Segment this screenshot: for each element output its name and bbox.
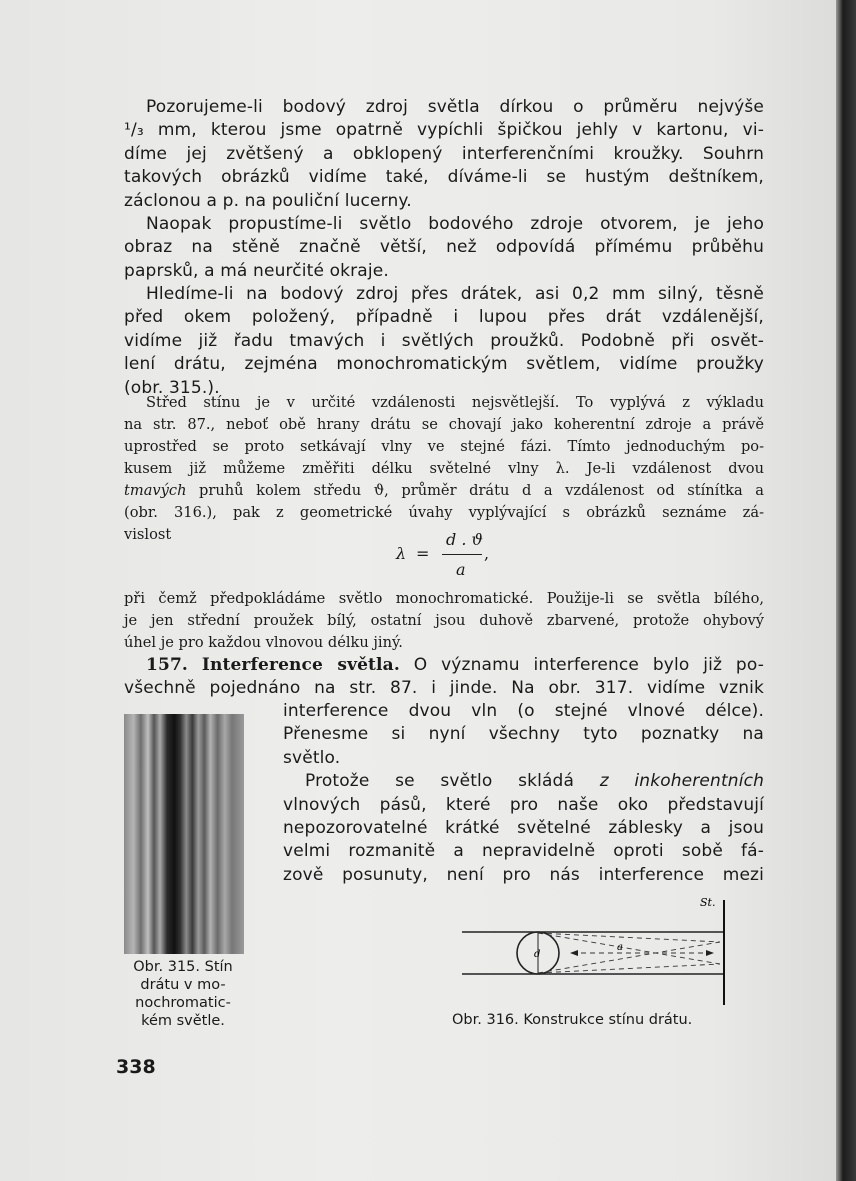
text-line: nepozorovatelné krátké světelné záblesky a jsou bbox=[283, 818, 764, 839]
distance-label: a bbox=[617, 942, 623, 953]
text-line: díme jej zvětšený a obklopený interferenčními kroužky. Souhrn bbox=[124, 143, 764, 164]
text-line bbox=[124, 480, 764, 502]
right-column-text bbox=[283, 700, 764, 887]
paragraph-2 bbox=[124, 213, 764, 283]
italic-term: tmavých bbox=[124, 482, 187, 499]
arrow-left-icon bbox=[570, 950, 578, 956]
section-number: 157. bbox=[146, 655, 189, 675]
book-edge bbox=[836, 0, 856, 1181]
text-line: paprsků, a má neurčité okraje. bbox=[124, 260, 389, 281]
text-line: (obr. 316.), pak z geometrické úvahy vyplývající s obrázků seznáme zá- bbox=[124, 504, 764, 521]
small-print-continuation bbox=[124, 588, 764, 654]
arrow-right-icon bbox=[706, 950, 714, 956]
text-line: Přenesme si nyní všechny tyto poznatky na bbox=[283, 724, 764, 745]
section-157 bbox=[124, 654, 764, 701]
text-line: Střed stínu je v určité vzdálenosti nejsvětlejší. To vyplývá z výkladu bbox=[146, 394, 764, 411]
screen-label: St. bbox=[700, 896, 716, 909]
figure-316-caption: Obr. 316. Konstrukce stínu drátu. bbox=[452, 1012, 693, 1028]
section-title: Interference světla. bbox=[201, 655, 400, 675]
figure-315-caption bbox=[118, 958, 248, 1030]
text-line: na str. 87., neboť obě hrany drátu se chovají jako koherentní zdroje a právě bbox=[124, 416, 764, 433]
formula-lambda: λ bbox=[396, 544, 407, 563]
paragraph-1 bbox=[124, 96, 764, 213]
text-line: Naopak propustíme-li světlo bodového zdroje otvorem, je jeho bbox=[146, 214, 764, 234]
wavelength-formula bbox=[396, 530, 506, 580]
text-line: světlo. bbox=[283, 747, 341, 768]
text-line: záclonou a p. na pouliční lucerny. bbox=[124, 190, 412, 211]
small-print-note bbox=[124, 392, 764, 546]
text-line: všechně pojednáno na str. 87. i jinde. Na obr. 317. vidíme vznik bbox=[124, 678, 764, 699]
section-heading-line bbox=[124, 654, 764, 677]
caption-line: nochromatic- bbox=[135, 995, 231, 1011]
formula-equals: = bbox=[416, 544, 430, 563]
text-line: velmi rozmanitě a nepravidelně oproti sobě fá- bbox=[283, 841, 764, 862]
text-line: úhel je pro každou vlnovou délku jiný. bbox=[124, 634, 403, 651]
text-line: lení drátu, zejména monochromatickým světlem, vidíme proužky bbox=[124, 354, 764, 375]
text-line: takových obrázků vidíme také, díváme-li se hustým deštníkem, bbox=[124, 167, 764, 188]
text-fragment: pruhů kolem středu ϑ, průměr drátu d a vzdálenost od stínítka a bbox=[186, 482, 764, 499]
fraction-bar bbox=[442, 554, 482, 555]
text-fragment: O významu interference bylo již po- bbox=[399, 655, 764, 675]
text-line: je jen střední proužek bílý, ostatní jsou duhově zbarvené, protože ohybový bbox=[124, 612, 764, 629]
text-line: před okem položený, případně i lupou přes drát vzdálenější, bbox=[124, 307, 764, 328]
text-line: Pozorujeme-li bodový zdroj světla dírkou o průměru nejvýše bbox=[146, 97, 764, 117]
text-line: ¹/₃ mm, kterou jsme opatrně vypíchli špičkou jehly v kartonu, vi- bbox=[124, 120, 764, 141]
text-line: vlnových pásů, které pro naše oko představují bbox=[283, 794, 764, 815]
text-line: kusem již můžeme změřiti délku světelné vlny λ. Je-li vzdálenost dvou bbox=[124, 460, 764, 477]
figure-315-wire-shadow-photo bbox=[124, 714, 244, 954]
formula-comma: , bbox=[484, 544, 490, 563]
text-line bbox=[283, 770, 764, 793]
text-line: při čemž předpokládáme světlo monochromatické. Použije-li se světla bílého, bbox=[124, 590, 764, 607]
caption-line: drátu v mo- bbox=[140, 977, 226, 993]
formula-numerator: d . ϑ bbox=[446, 530, 483, 549]
figure-316-shadow-construction bbox=[462, 880, 762, 1005]
caption-line: kém světle. bbox=[141, 1013, 225, 1029]
text-line: zově posunuty, není pro nás interference mezi bbox=[283, 864, 764, 885]
text-line: interference dvou vln (o stejné vlnové délce). bbox=[283, 701, 764, 721]
text-line: uprostřed se proto setkávají vlny ve stejné fázi. Tímto jednoduchým po- bbox=[124, 438, 764, 455]
italic-term: z inkoherentních bbox=[599, 771, 764, 792]
text-line: vislost bbox=[124, 526, 172, 543]
diameter-label: d bbox=[534, 949, 541, 960]
caption-line: Obr. 315. Stín bbox=[133, 959, 233, 975]
paragraph-3 bbox=[124, 283, 764, 400]
text-line: vidíme již řadu tmavých i světlých proužků. Podobně při osvět- bbox=[124, 330, 764, 351]
page-number: 338 bbox=[116, 1056, 156, 1078]
text-line: Hledíme-li na bodový zdroj přes drátek, asi 0,2 mm silný, těsně bbox=[146, 284, 764, 304]
formula-denominator: a bbox=[456, 560, 466, 579]
text-fragment: Protože se světlo skládá bbox=[305, 771, 600, 792]
text-line: obraz na stěně značně větší, než odpovídá přímému průběhu bbox=[124, 237, 764, 258]
text-line: (obr. 315.). bbox=[124, 377, 220, 398]
